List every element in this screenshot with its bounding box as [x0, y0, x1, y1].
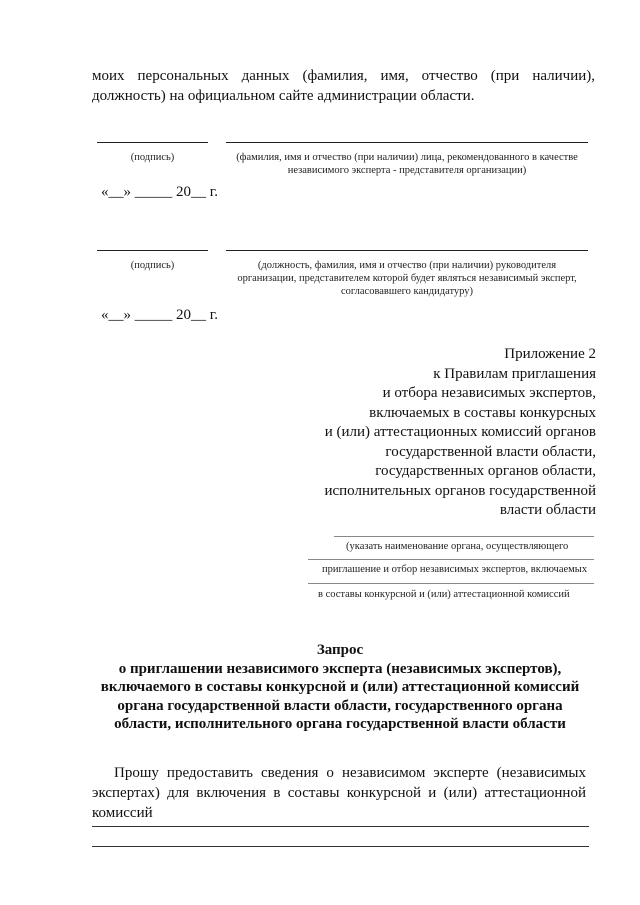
request-title-line: области, исполнительного органа государственной власти области [114, 716, 566, 732]
intro-line-2: должность) на официальном сайте администрации области. [92, 88, 475, 104]
request-title [70, 641, 610, 734]
request-body-text: Прошу предоставить сведения о независимом эксперте (независимых экспертах) для включения в составы конкурсной и (или) аттестационной комиссий [92, 765, 586, 821]
request-title-line: органа государственной власти области, государственного органа [117, 697, 563, 714]
name-caption-1 [212, 151, 602, 177]
appendix-line: включаемых в составы конкурсных [369, 404, 596, 421]
name-caption-2-line-2: организации, представителем которой будет являться независимый эксперт, [237, 273, 577, 284]
addressee-line-1 [334, 536, 594, 537]
name-caption-1-line-2: независимого эксперта - представителя организации) [287, 165, 527, 176]
name-caption-1-line-1: (фамилия, имя и отчество (при наличии) лица, рекомендованного в качестве [236, 152, 578, 163]
date-field-1: «__» _____ 20__ г. [101, 184, 218, 200]
name-caption-2-line-1: (должность, фамилия, имя и отчество (при наличии) руководителя [257, 260, 557, 271]
signature-line-1 [97, 142, 208, 143]
appendix-header [266, 345, 596, 521]
appendix-line: государственной власти области, [385, 443, 596, 460]
date-field-2: «__» _____ 20__ г. [101, 307, 218, 323]
request-title-line: Запрос [316, 642, 364, 658]
addressee-hint-3: в составы конкурсной и (или) аттестационной комиссий [318, 589, 570, 600]
name-line-2 [226, 250, 588, 251]
name-caption-2 [212, 259, 602, 298]
appendix-line: исполнительных органов государственной [324, 482, 596, 499]
name-caption-2-line-3: согласовавшего кандидатуру) [340, 286, 474, 297]
request-title-line: включаемого в составы конкурсной и (или) аттестационной комиссий [100, 679, 580, 695]
appendix-line: Приложение 2 [504, 346, 596, 362]
blank-line-2 [92, 846, 589, 847]
request-body [92, 763, 586, 823]
appendix-line: власти области [499, 502, 596, 518]
appendix-line: и (или) аттестационных комиссий органов [324, 424, 596, 440]
name-line-1 [226, 142, 588, 143]
appendix-line: государственных органов области, [375, 463, 596, 479]
appendix-line: к Правилам приглашения [433, 365, 596, 382]
addressee-line-3 [308, 583, 594, 584]
addressee-hint-1: (указать наименование органа, осуществляющего [346, 541, 569, 552]
addressee-line-2 [308, 559, 594, 560]
appendix-line: и отбора независимых экспертов, [382, 385, 596, 401]
signature-line-2 [97, 250, 208, 251]
intro-line-1: моих персональных данных (фамилия, имя, отчество (при наличии), [92, 68, 595, 84]
request-title-line: о приглашении независимого эксперта (независимых экспертов), [118, 660, 562, 677]
signature-caption-1: (подпись) [130, 152, 175, 163]
signature-caption-2: (подпись) [130, 260, 175, 271]
intro-paragraph [92, 66, 595, 106]
blank-line-1 [92, 826, 589, 827]
addressee-hint-2: приглашение и отбор независимых экспертов, включаемых [322, 564, 588, 575]
